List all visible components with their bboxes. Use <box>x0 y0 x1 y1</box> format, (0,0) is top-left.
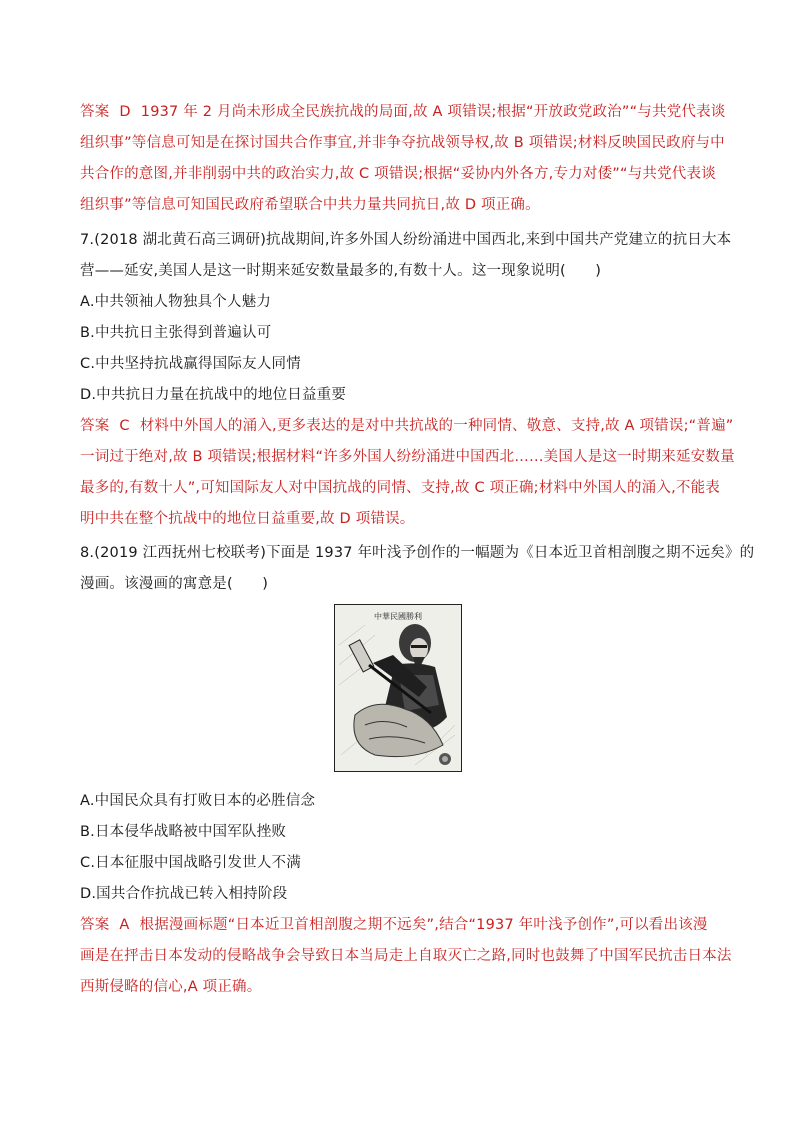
q7-answer-line-1: 答案 C 材料中外国人的涌入,更多表达的是对中共抗战的一种同情、敬意、支持,故 A 项错误;“普遍” <box>80 418 734 434</box>
q7-option-c: C.中共坚持抗战赢得国际友人同情 <box>80 356 301 372</box>
q8-option-b: B.日本侵华战略被中国军队挫败 <box>80 824 287 840</box>
answer-label: 答案 <box>80 917 110 933</box>
q8-answer-line-2: 画是在抨击日本发动的侵略战争会导致日本当局走上自取灭亡之路,同时也鼓舞了中国军民抗击日本法 <box>80 948 732 964</box>
q7-option-d: D.中共抗日力量在抗战中的地位日益重要 <box>80 387 347 403</box>
answer-label: 答案 <box>80 418 110 434</box>
q8-stem-line-1: 8.(2019 江西抚州七校联考)下面是 1937 年叶浅予创作的一幅题为《日本近卫首相剖腹之期不远矣》的 <box>80 545 755 561</box>
q6-answer-line-3: 共合作的意图,并非削弱中共的政治实力,故 C 项错误;根据“妥协内外各方,专力对倭”“与共党代表谈 <box>80 166 716 182</box>
q7-stem-line-1: 7.(2018 湖北黄石高三调研)抗战期间,许多外国人纷纷涌进中国西北,来到中国共产党建立的抗日大本 <box>80 232 732 248</box>
answer-letter: C <box>119 418 130 434</box>
answer-label: 答案 <box>80 104 110 120</box>
q7-answer-line-4: 明中共在整个抗战中的地位日益重要,故 D 项错误。 <box>80 511 415 527</box>
answer-letter: D <box>119 104 131 120</box>
q8-stem-line-2: 漫画。该漫画的寓意是( ) <box>80 576 269 592</box>
q7-option-b: B.中共抗日主张得到普遍认可 <box>80 325 272 341</box>
q6-answer-line-4: 组织事”等信息可知国民政府希望联合中共力量共同抗日,故 D 项正确。 <box>80 197 540 213</box>
q8-answer-line-1: 答案 A 根据漫画标题“日本近卫首相剖腹之期不远矣”,结合“1937 年叶浅予创作”,可以看出该漫 <box>80 917 708 933</box>
q7-stem-line-2: 营——延安,美国人是这一时期来延安数量最多的,有数十人。这一现象说明( ) <box>80 263 602 279</box>
q6-answer-line-2: 组织事”等信息可知是在探讨国共合作事宜,并非争夺抗战领导权,故 B 项错误;材料反映国民政府与中 <box>80 135 725 151</box>
cartoon-caption: 中華民國勝利 <box>374 612 422 621</box>
q8-option-d: D.国共合作抗战已转入相持阶段 <box>80 886 288 902</box>
q8-option-c: C.日本征服中国战略引发世人不满 <box>80 855 301 871</box>
q8-answer-line-3: 西斯侵略的信心,A 项正确。 <box>80 979 262 995</box>
q8-option-a: A.中国民众具有打败日本的必胜信念 <box>80 793 316 809</box>
q7-answer-line-3: 最多的,有数十人”,可知国际友人对中国抗战的同情、支持,故 C 项正确;材料中外国人的涌入,不能表 <box>80 480 720 496</box>
q6-answer-line-1: 答案 D 1937 年 2 月尚未形成全民族抗战的局面,故 A 项错误;根据“开放政党政治”“与共党代表谈 <box>80 104 726 120</box>
cartoon-image <box>334 604 462 772</box>
q7-option-a: A.中共领袖人物独具个人魅力 <box>80 294 272 310</box>
q7-answer-line-2: 一词过于绝对,故 B 项错误;根据材料“许多外国人纷纷涌进中国西北……美国人是这一时期来延安数量 <box>80 449 735 465</box>
answer-letter: A <box>119 917 130 933</box>
